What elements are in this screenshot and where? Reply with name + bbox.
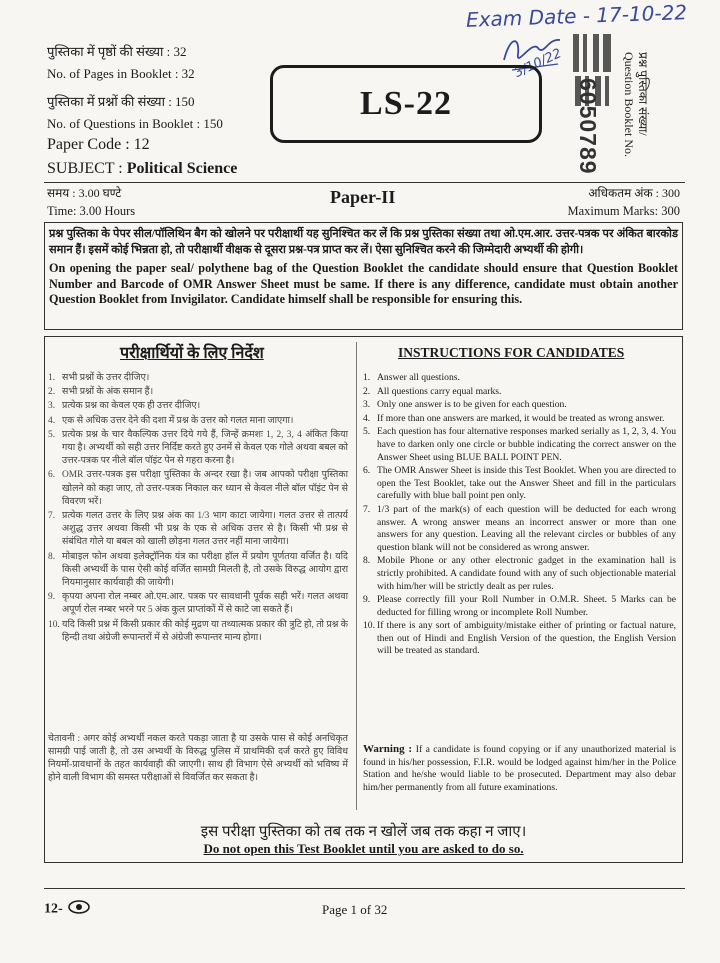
- instructions-list-hi: [48, 372, 348, 646]
- footer-code-text: 12-: [44, 901, 63, 917]
- list-item: 6. The OMR Answer Sheet is inside this Test Booklet. When you are directed to open the Test Booklet, take out the Answer Sheet and fill in the particulars carefully with blue ball point pen only.: [363, 465, 676, 502]
- do-not-open-hi: इस परीक्षा पुस्तिका को तब तक न खोलें जब तक कहा न जाए।: [200, 824, 527, 840]
- list-item: 9. कृपया अपना रोल नम्बर ओ.एम.आर. पत्रक पर सावधानी पूर्वक सही भरें। गलत अथवा अपूर्ण रोल नम्बर भरने पर 5 अंक कुल प्राप्तांकों में से काटे जा सकते हैं।: [48, 592, 348, 616]
- subject-value: Political Science: [126, 160, 238, 177]
- pages-en: No. of Pages in Booklet : 32: [47, 66, 195, 81]
- list-item: 7. 1/3 part of the mark(s) of each question will be deducted for each wrong answer. A wrong answer means an incorrect answer or more than one answers for any question. Leaving all the relevant circles or bubbles of any question blank will not be considered as wrong answer.: [363, 503, 676, 553]
- handwritten-exam-date: Exam Date - 17-10-22: [465, 0, 688, 32]
- notice-hi: प्रश्न पुस्तिका के पेपर सील/पॉलिथिन बैग को खोलने पर परीक्षार्थी यह सुनिश्चित कर लें कि प्रश्न पुस्तिका संख्या तथा ओ.एम.आर. उत्तर-पत्रक पर अंकित बारकोड समान हैं। इसमें कोई भिन्नता हो, तो परीक्षार्थी वीक्षक से दूसरा प्रश्न-पत्र प्राप्त कर लें। ऐसा सुनिश्चित करने की जिम्मेदारी अभ्यर्थी की होगी।: [49, 228, 678, 256]
- instructions-heading-en: INSTRUCTIONS FOR CANDIDATES: [398, 345, 625, 360]
- list-item: 3. Only one answer is to be given for each question.: [363, 399, 567, 411]
- list-item: 6. OMR उत्तर-पत्रक इस परीक्षा पुस्तिका के अन्दर रखा है। जब आपको परीक्षा पुस्तिका खोलने को कहा जाए, तो उत्तर-पत्रक निकाल कर ध्यान से केवल नीले बॉल पॉइंट पेन से विवरण भरें।: [48, 470, 348, 507]
- list-item: 8. Mobile Phone or any other electronic gadget in the examination hall is strictly prohibited. A candidate found with any of such objectionable material with him/her will be strictly dealt as per rules.: [363, 555, 676, 592]
- booklet-serial-number: 6050789: [575, 78, 601, 175]
- time-en: Time: 3.00 Hours: [47, 204, 136, 218]
- qr-code-icon: [573, 34, 611, 72]
- time-hi: समय : 3.00 घण्टे: [47, 186, 122, 200]
- header-rule-top: [44, 182, 685, 183]
- list-item: 10. यदि किसी प्रश्न में किसी प्रकार की कोई मुद्रण या तथ्यात्मक प्रकार की त्रुटि हो, तो प्रश्न के हिन्दी तथा अंग्रेजी रूपान्तरों में से अंग्रेजी रूपान्तर मान्य होगा।: [48, 619, 348, 643]
- booklet-number-label-en: Question Booklet No.: [622, 52, 636, 157]
- footer-code: [44, 900, 90, 919]
- booklet-check-notice: [44, 222, 683, 330]
- questions-en: No. of Questions in Booklet : 150: [47, 116, 223, 131]
- booklet-number-label-hi: प्रश्न पुस्तिका संख्या/: [636, 52, 650, 136]
- list-item: 2. All questions carry equal marks.: [363, 385, 502, 397]
- instructions-heading-hi: परीक्षार्थियों के लिए निर्देश: [120, 345, 264, 362]
- subject-line: [47, 159, 237, 179]
- do-not-open-en: Do not open this Test Booklet until you are asked to do so.: [203, 841, 524, 856]
- paper-code: Paper Code : 12: [47, 136, 150, 153]
- subject-label: SUBJECT :: [47, 160, 127, 177]
- warning-hi: चेतावनी : अगर कोई अभ्यर्थी नकल करते पकड़ा जाता है या उसके पास से कोई अनधिकृत सामग्री पाई जाती है, तो उस अभ्यर्थी के विरुद्ध पुलिस में प्राथमिकी दर्ज करते हुए विविध नियमों-प्रावधानों के तहत कार्यवाही की जाएगी। साथ ही विभाग ऐसे अभ्यर्थी को भविष्य में होने वाली विभाग की समस्त परीक्षाओं से विवर्जित कर सकता है।: [48, 734, 348, 783]
- series-code-box: [270, 65, 542, 143]
- list-item: 1. Answer all questions.: [363, 372, 460, 383]
- paper-title: Paper-II: [330, 187, 396, 207]
- handwritten-initials-date: 3/10/22: [512, 46, 564, 81]
- list-item: 10. If there is any sort of ambiguity/mistake either of printing or factual nature, then out of Hindi and English Version of the question, the English Version will be treated as standard.: [363, 620, 676, 657]
- list-item: 5. Each question has four alternative responses marked serially as 1, 2, 3, 4. You have to darken only one circle or bubble indicating the correct answer on the Answer Sheet using BLUE BALL POINT PEN.: [363, 426, 676, 463]
- footer-rule: [44, 888, 685, 889]
- page-number: Page 1 of 32: [322, 902, 388, 917]
- list-item: 4. एक से अधिक उत्तर देने की दशा में प्रश्न के उत्तर को गलत माना जाएगा।: [48, 415, 294, 426]
- list-item: 4. If more than one answers are marked, it would be treated as wrong answer.: [363, 412, 665, 424]
- notice-en: On opening the paper seal/ polythene bag of the Question Booklet the candidate should ensure that Question Booklet Number and Barcode of OMR Answer Sheet must be same. If there is any difference, candidate must obtain another Question Booklet from Invigilator. Candidate himself shall be responsible for ensuring this.: [49, 261, 678, 306]
- warning-en: [363, 743, 676, 794]
- booklet-number-label: [622, 52, 650, 157]
- list-item: 2. सभी प्रश्नों के अंक समान हैं।: [48, 387, 154, 398]
- eye-icon: [68, 900, 90, 919]
- list-item: 5. प्रत्येक प्रश्न के चार वैकल्पिक उत्तर दिये गये हैं, जिन्हें क्रमशः 1, 2, 3, 4 अंकित किया गया है। अभ्यर्थी को सही उत्तर निर्दिष्ट करते हुए उनमें से केवल एक गोले अथवा बबल को उत्तर-पत्रक पर नीले बॉल पॉइंट पेन से गहरा करना है।: [48, 429, 348, 467]
- list-item: 7. प्रत्येक गलत उत्तर के लिए प्रश्न अंक का 1/3 भाग काटा जायेगा। गलत उत्तर से तात्पर्य अशुद्ध उत्तर अथवा किसी भी प्रश्न के एक से अधिक उत्तर से है। किसी भी प्रश्न से संबंधित गोले या बबल को खाली छोड़ना गलत उत्तर नहीं माना जायेगा।: [48, 511, 348, 548]
- max-marks-en: Maximum Marks: 300: [567, 204, 680, 218]
- list-item: 8. मोबाइल फोन अथवा इलेक्ट्रॉनिक यंत्र का परीक्षा हॉल में प्रयोग पूर्णतया वर्जित है। यदि किसी अभ्यर्थी के पास ऐसी कोई वर्जित सामग्री मिलती है, तो उसके विरुद्ध आयोग द्वारा नियमानुसार कार्यवाही की जायेगी।: [48, 551, 348, 589]
- pages-hi: पुस्तिका में पृष्ठों की संख्या : 32: [47, 44, 187, 59]
- instructions-list-en: [363, 372, 676, 659]
- column-divider: [356, 342, 357, 810]
- warning-text-en: If a candidate is found copying or if any unauthorized material is found in his/her possession, F.I.R. would be lodged against him/her in the Police Station and he/she would liable to be prosecuted. Department may also debar him/her permanently from all future examinations.: [363, 744, 676, 793]
- questions-hi: पुस्तिका में प्रश्नों की संख्या : 150: [47, 94, 195, 109]
- warning-label-en: Warning :: [363, 743, 416, 755]
- max-marks-hi: अधिकतम अंक : 300: [588, 186, 680, 200]
- list-item: 1. सभी प्रश्नों के उत्तर दीजिए।: [48, 373, 150, 383]
- series-code: LS-22: [360, 85, 452, 122]
- list-item: 3. प्रत्येक प्रश्न का केवल एक ही उत्तर दीजिए।: [48, 401, 201, 412]
- list-item: 9. Please correctly fill your Roll Number in O.M.R. Sheet. 5 Marks can be deducted for filling wrong or incomplete Roll Number.: [363, 594, 676, 618]
